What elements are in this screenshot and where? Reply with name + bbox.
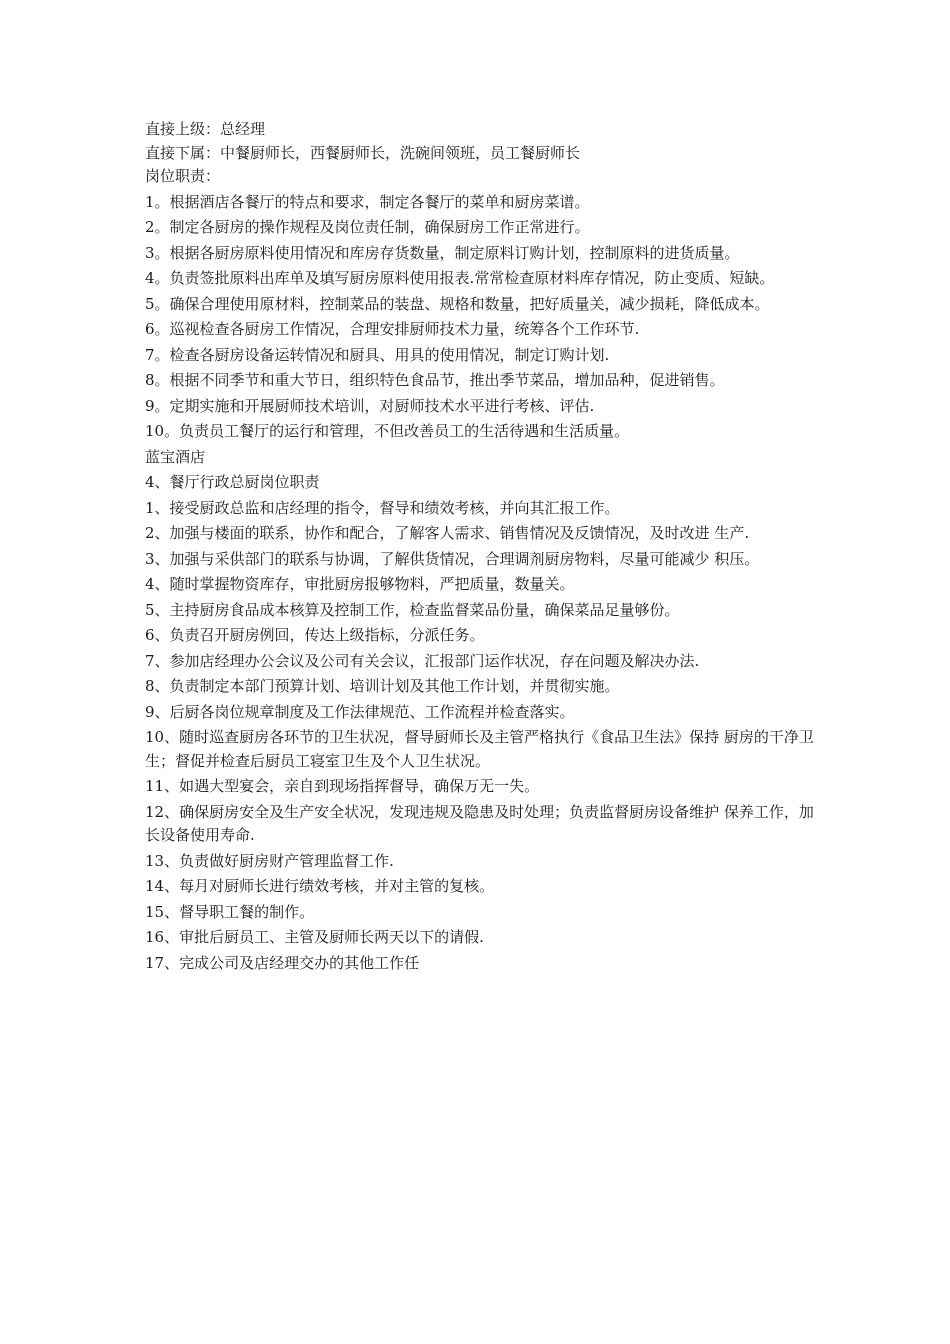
list-item: 11、如遇大型宴会，亲自到现场指挥督导，确保万无一失。 xyxy=(145,777,540,795)
duties-list-2 xyxy=(145,497,825,976)
list-item: 4。负责签批原料出库单及填写厨房原料使用报表.常常检查原材料库存情况，防止变质、短缺。 xyxy=(145,269,775,287)
list-item: 17、完成公司及店经理交办的其他工作任 xyxy=(145,953,420,972)
list-item: 7。检查各厨房设备运转情况和厨具、用具的使用情况，制定订购计划. xyxy=(145,345,610,364)
hotel-name: 蓝宝酒店 xyxy=(145,447,206,466)
list-item: 6、负责召开厨房例回，传达上级指标，分派任务。 xyxy=(145,626,485,644)
list-item: 8、负责制定本部门预算计划、培训计划及其他工作计划，并贯彻实施。 xyxy=(145,677,620,695)
list-item: 7、参加店经理办公会议及公司有关会议，汇报部门运作状况，存在问题及解决办法. xyxy=(145,651,700,670)
direct-superior-line: 直接上级：总经理 xyxy=(145,120,266,138)
list-item: 8。根据不同季节和重大节日，组织特色食品节，推出季节菜品，增加品种，促进销售。 xyxy=(145,371,725,389)
list-item: 1。根据酒店各餐厅的特点和要求，制定各餐厅的菜单和厨房菜谱。 xyxy=(145,192,590,211)
list-item: 5。确保合理使用原材料，控制菜品的装盘、规格和数量，把好质量关，减少损耗，降低成本。 xyxy=(145,294,770,313)
list-item: 13、负责做好厨房财产管理监督工作. xyxy=(145,851,394,870)
duties-heading: 岗位职责： xyxy=(145,167,221,185)
list-item: 2、加强与楼面的联系，协作和配合，了解客人需求、销售情况及反馈情况，及时改进 生产. xyxy=(145,524,750,542)
list-item: 15、督导职工餐的制作。 xyxy=(145,902,315,921)
section-title: 4、餐厅行政总厨岗位职责 xyxy=(145,473,320,491)
list-item: 2。制定各厨房的操作规程及岗位责任制，确保厨房工作正常进行。 xyxy=(145,218,590,236)
list-item: 12、确保厨房安全及生产安全状况，发现违规及隐患及时处理；负责监督厨房设备维护 保养工作，加长设备使用寿命. xyxy=(145,802,814,844)
list-item: 4、随时掌握物资库存，审批厨房报够物料，严把质量，数量关。 xyxy=(145,575,575,593)
list-item: 10。负责员工餐厅的运行和管理，不但改善员工的生活待遇和生活质量。 xyxy=(145,422,630,440)
list-item: 5、主持厨房食品成本核算及控制工作，检查监督菜品份量，确保菜品足量够份。 xyxy=(145,600,680,619)
document-body xyxy=(145,118,825,975)
duties-list-1 xyxy=(145,191,825,444)
list-item: 6。巡视检查各厨房工作情况，合理安排厨师技术力量，统筹各个工作环节. xyxy=(145,320,640,338)
list-item: 3。根据各厨房原料使用情况和库房存货数量，制定原料订购计划，控制原料的进货质量。 xyxy=(145,243,740,262)
list-item: 14、每月对厨师长进行绩效考核，并对主管的复核。 xyxy=(145,877,495,895)
direct-subordinates-line: 直接下属：中餐厨师长，西餐厨师长，洗碗间领班，员工餐厨师长 xyxy=(145,143,581,162)
list-item: 9。定期实施和开展厨师技术培训，对厨师技术水平进行考核、评估. xyxy=(145,396,595,415)
list-item: 9、后厨各岗位规章制度及工作法律规范、工作流程并检查落实。 xyxy=(145,702,575,721)
list-item: 3、加强与采供部门的联系与协调，了解供货情况，合理调剂厨房物料，尽量可能减少 积压。 xyxy=(145,549,760,568)
list-item: 16、审批后厨员工、主管及厨师长两天以下的请假. xyxy=(145,928,484,946)
list-item: 1、接受厨政总监和店经理的指令，督导和绩效考核，并向其汇报工作。 xyxy=(145,498,620,517)
list-item: 10、随时巡查厨房各环节的卫生状况，督导厨师长及主管严格执行《食品卫生法》保持 厨房的干净卫生；督促并检查后厨员工寝室卫生及个人卫生状况。 xyxy=(145,728,814,770)
